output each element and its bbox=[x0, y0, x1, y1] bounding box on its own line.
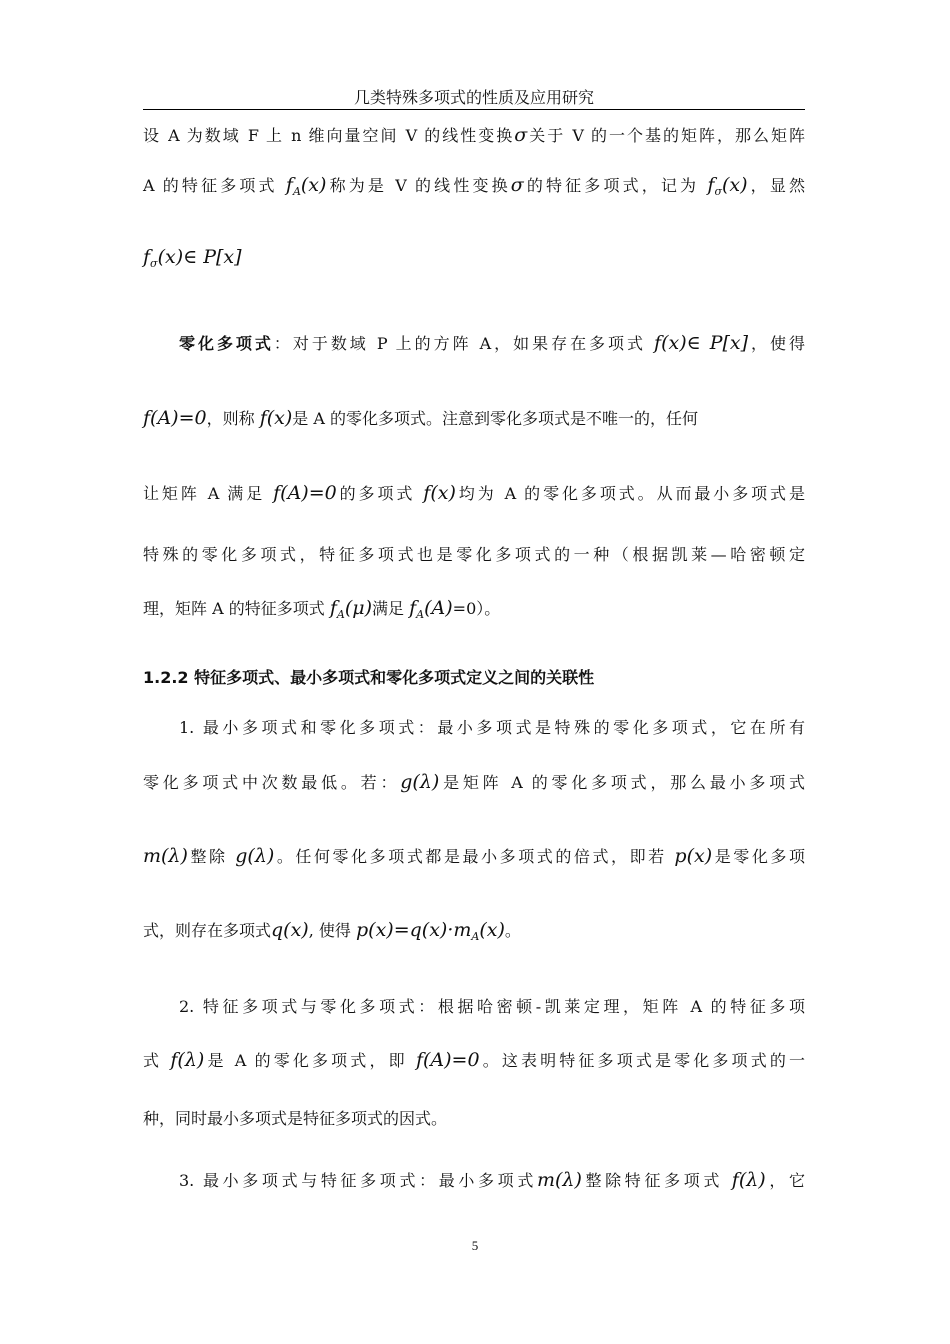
item1-line1: 1. 最小多项式和零化多项式：最小多项式是特殊的零化多项式，它在所有 bbox=[179, 718, 805, 737]
header-rule bbox=[143, 109, 805, 110]
item1-line4: 式，则存在多项式q(x), 使得 $p(x)=q(x)\cdot m_A(x)$。 bbox=[143, 919, 521, 943]
page-number: 5 bbox=[471, 1238, 479, 1253]
term-annihilating-polynomial: 零化多项式 bbox=[179, 334, 274, 353]
para2-line1: 零化多项式：对于数域 P 上的方阵 A，如果存在多项式 f(x)∈ P[x]，使得 bbox=[179, 332, 805, 354]
item1-line2: 零化多项式中次数最低。若：g(λ)是矩阵 A 的零化多项式，那么最小多项式 bbox=[143, 771, 805, 793]
para2-line2: f(A)=0，则称 f(x)是 A 的零化多项式。注意到零化多项式是不唯一的，任何 bbox=[143, 407, 699, 429]
para2-line5: 理，矩阵 A 的特征多项式 $f_A(\mu)$满足 $f_A(A)=0$）。 bbox=[143, 597, 501, 621]
para2-line3: 让矩阵 A 满足 f(A)=0的多项式 f(x)均为 A 的零化多项式。从而最小多项式是 bbox=[143, 482, 805, 504]
item2-line3: 种，同时最小多项式是特征多项式的因式。 bbox=[143, 1109, 448, 1128]
para1-line2: A 的特征多项式 $f_A(x)$称为是 V 的线性变换σ的特征多项式，记为 $f_\sigma(x)$，显然 bbox=[143, 174, 805, 198]
para1-line3: $f_\sigma(x)\in$ P[x] bbox=[143, 246, 242, 270]
item1-line3: m(λ)整除 g(λ)。任何零化多项式都是最小多项式的倍式，即若 p(x)是零化多项 bbox=[143, 845, 805, 867]
running-header: 几类特殊多项式的性质及应用研究 bbox=[353, 88, 594, 107]
para1-line1: 设 A 为数域 F 上 n 维向量空间 V 的线性变换σ关于 V 的一个基的矩阵，那么矩阵 bbox=[143, 124, 805, 146]
item2-line2: 式 f(λ)是 A 的零化多项式，即 f(A)=0。这表明特征多项式是零化多项式的一 bbox=[143, 1049, 805, 1071]
para2-line4: 特殊的零化多项式，特征多项式也是零化多项式的一种（根据凯莱—哈密顿定 bbox=[143, 545, 805, 564]
item3-line1: 3. 最小多项式与特征多项式：最小多项式m(λ)整除特征多项式 f(λ)，它 bbox=[179, 1169, 805, 1191]
item2-line1: 2. 特征多项式与零化多项式：根据哈密顿-凯莱定理，矩阵 A 的特征多项 bbox=[179, 997, 805, 1016]
section-heading: 1.2.2 特征多项式、最小多项式和零化多项式定义之间的关联性 bbox=[143, 668, 595, 687]
